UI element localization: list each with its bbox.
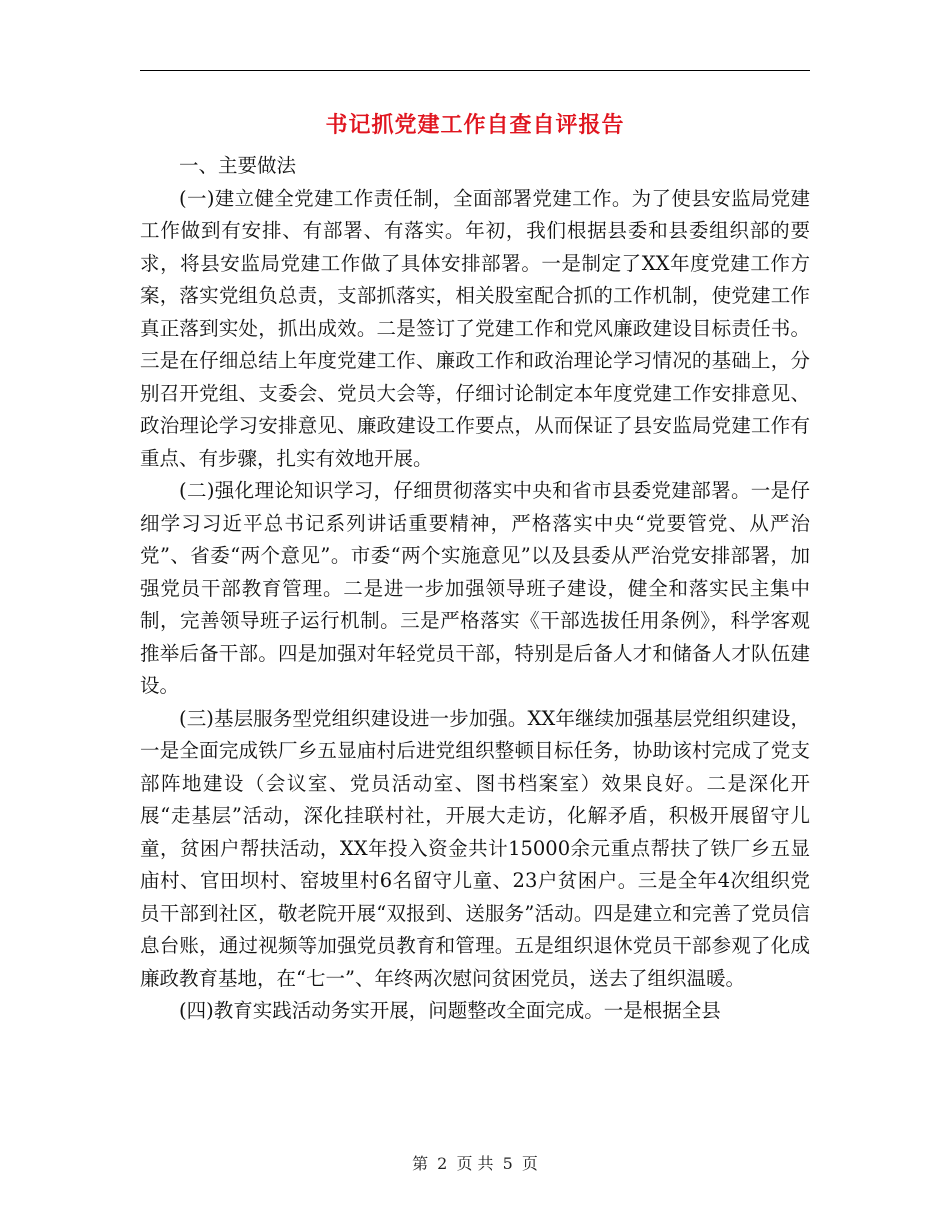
paragraph-theory-study: (二)强化理论知识学习，仔细贯彻落实中央和省市县委党建部署。一是仔细学习习近平总书记系列讲话重要精神，严格落实中央“党要管党、从严治党”、省委“两个意见”。市委“两个实施意见”以及县委从严治党安排部署，加强党员干部教育管理。二是进一步加强领导班子建设，健全和落实民主集中制，完善领导班子运行机制。三是严格落实《干部选拔任用条例》，科学客观推举后备干部。四是加强对年轻党员干部，特别是后备人才和储备人才队伍建设。 [140, 479, 810, 697]
paragraph-education-practice: (四)教育实践活动务实开展，问题整改全面完成。一是根据全县 [179, 999, 721, 1022]
header-rule [140, 70, 810, 71]
paragraph-grassroots-organization: (三)基层服务型党组织建设进一步加强。XX年继续加强基层党组织建设，一是全面完成铁厂乡五显庙村后进党组织整顿目标任务，协助该村完成了党支部阵地建设（会议室、党员活动室、图书档案室）效果良好。二是深化开展“走基层”活动，深化挂联村社，开展大走访，化解矛盾，积极开展留守儿童，贫困户帮扶活动，XX年投入资金共计15000余元重点帮扶了铁厂乡五显庙村、官田坝村、窑坡里村6名留守儿童、23户贫困户。三是全年4次组织党员干部到社区，敬老院开展“双报到、送服务”活动。四是建立和完善了党员信息台账，通过视频等加强党员教育和管理。五是组织退休党员干部参观了化成廉政教育基地，在“七一”、年终两次慰问贫困党员，送去了组织温暖。 [140, 706, 810, 990]
footer-middle: 页 共 [456, 1154, 494, 1173]
page-footer [0, 1152, 950, 1176]
footer-prefix: 第 [412, 1154, 429, 1173]
document-title: 书记抓党建工作自查自评报告 [325, 113, 625, 138]
footer-total-pages: 5 [502, 1154, 513, 1173]
footer-suffix: 页 [521, 1154, 538, 1173]
section-heading-main-practices: 一、主要做法 [179, 154, 297, 177]
paragraph-responsibility-system: (一)建立健全党建工作责任制，全面部署党建工作。为了使县安监局党建工作做到有安排、有部署、有落实。年初，我们根据县委和县委组织部的要求，将县安监局党建工作做了具体安排部署。一是制定了XX年度党建工作方案，落实党组负总责，支部抓落实，相关股室配合抓的工作机制，使党建工作真正落到实处，抓出成效。二是签订了党建工作和党风廉政建设目标责任书。三是在仔细总结上年度党建工作、廉政工作和政治理论学习情况的基础上，分别召开党组、支委会、党员大会等，仔细讨论制定本年度党建工作安排意见、政治理论学习安排意见、廉政建设工作要点，从而保证了县安监局党建工作有重点、有步骤，扎实有效地开展。 [140, 186, 810, 470]
document-body [140, 150, 810, 1028]
footer-current-page: 2 [437, 1154, 448, 1173]
